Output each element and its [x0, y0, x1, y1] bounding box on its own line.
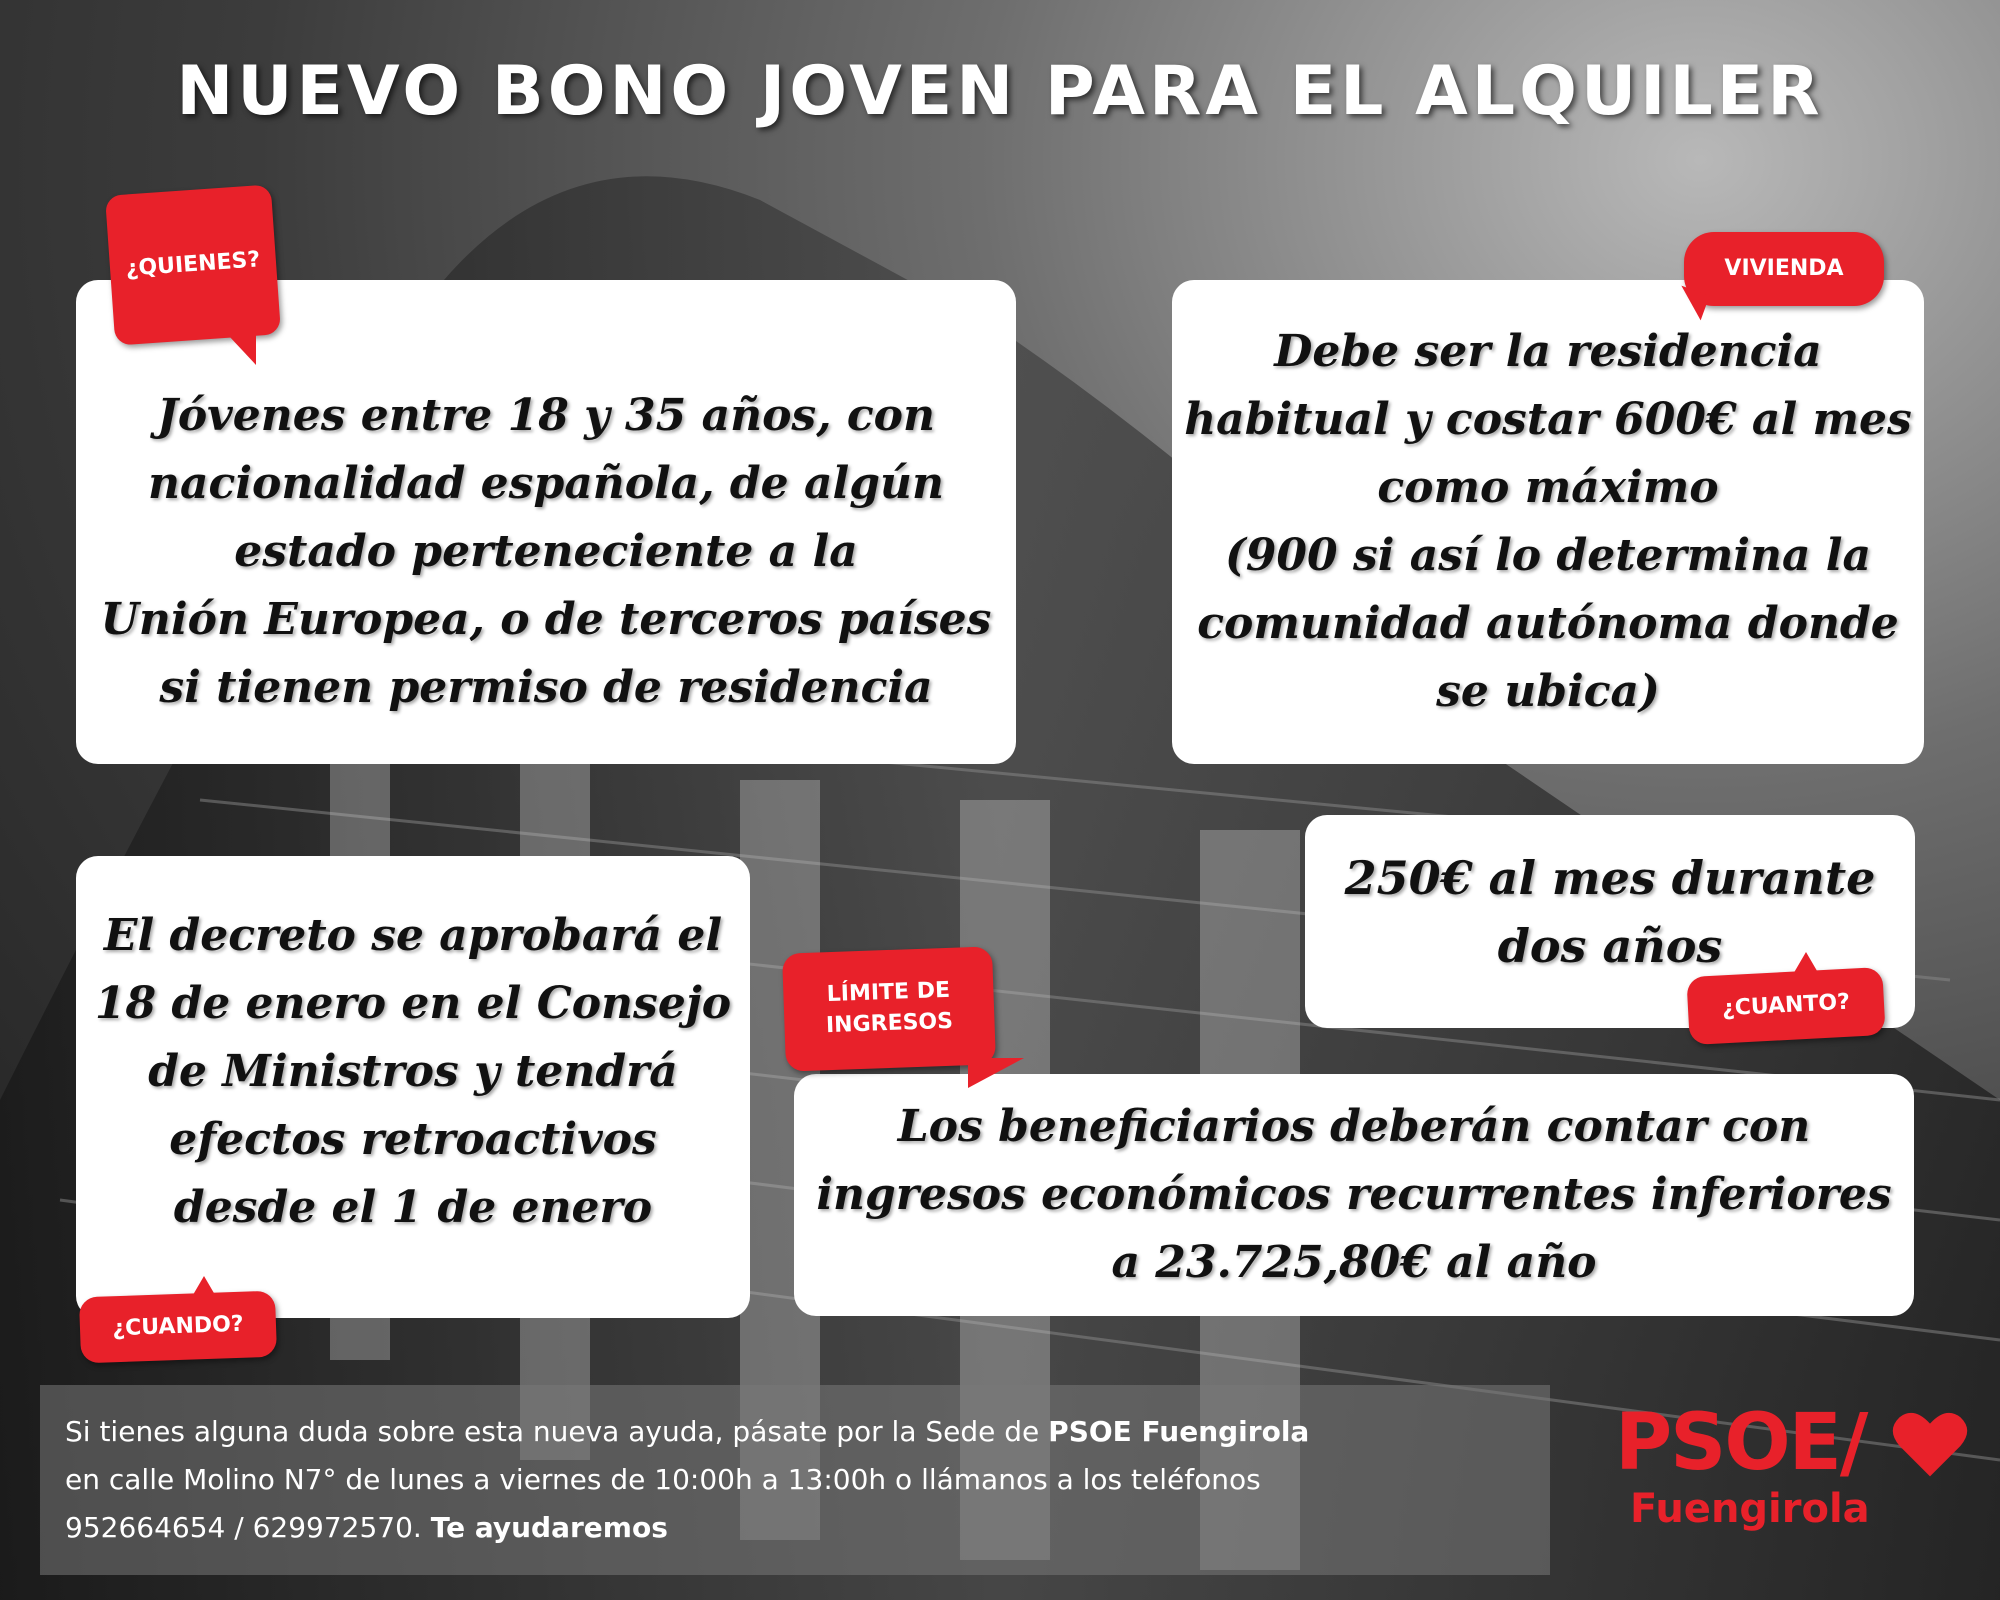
footer-text: [65, 1408, 1525, 1552]
text-line: Los beneficiarios deberán contar con: [897, 1101, 1811, 1152]
text-line: desde el 1 de enero: [173, 1182, 653, 1233]
card-ingresos: [794, 1074, 1914, 1316]
footer-line-2: en calle Molino N7° de lunes a viernes de 10:00h a 13:00h o llámanos a los teléfonos: [65, 1463, 1261, 1496]
logo-main-text: PSOE/: [1615, 1398, 1867, 1488]
text-line: a 23.725,80€ al año: [1111, 1237, 1597, 1288]
card-ingresos-text: [816, 1093, 1891, 1297]
footer-bold-ayudaremos: Te ayudaremos: [430, 1511, 668, 1544]
text-line: 250€ al mes durante: [1344, 850, 1876, 905]
text-line: El decreto se aprobará el: [103, 910, 723, 961]
tag-limite-ingresos: [782, 946, 996, 1071]
tag-tail: [968, 1058, 1024, 1088]
text-line: dos años: [1497, 918, 1723, 973]
text-line: nacionalidad española, de algún: [148, 458, 944, 509]
footer-text-span: Si tienes alguna duda sobre esta nueva ayuda, pásate por la Sede de: [65, 1415, 1049, 1448]
psoe-logo: [1615, 1398, 1975, 1548]
text-line: Unión Europea, o de terceros países: [100, 594, 992, 645]
page-title: NUEVO BONO JOVEN PARA EL ALQUILER: [176, 52, 1824, 131]
text-line: estado perteneciente a la: [234, 526, 858, 577]
card-cuando: [76, 856, 750, 1318]
footer-bold-psoe: PSOE Fuengirola: [1048, 1415, 1310, 1448]
tag-quienes: ¿QUIENES?: [105, 184, 281, 345]
card-vivienda: [1172, 280, 1924, 764]
tag-cuanto: ¿CUANTO?: [1686, 967, 1885, 1045]
tag-tail: [228, 335, 256, 365]
footer-phones: 952664654 / 629972570.: [65, 1511, 431, 1544]
footer-line-1: [65, 1408, 1525, 1456]
tag-line: LÍMITE DE: [826, 978, 951, 1008]
text-line: ingresos económicos recurrentes inferiores: [816, 1169, 1892, 1220]
text-line: Jóvenes entre 18 y 35 años, con: [157, 390, 935, 441]
tag-cuando: ¿CUANDO?: [79, 1291, 277, 1364]
footer-line-3: [65, 1504, 1525, 1552]
text-line: comunidad autónoma donde: [1197, 598, 1899, 649]
text-line: (900 si así lo determina la: [1224, 530, 1872, 581]
card-cuando-text: [95, 902, 731, 1242]
text-line: Debe ser la residencia: [1274, 326, 1822, 377]
text-line: efectos retroactivos: [169, 1114, 657, 1165]
text-line: habitual y costar 600€ al mes: [1184, 394, 1912, 445]
tag-vivienda: VIVIENDA: [1684, 232, 1884, 306]
card-quienes-text: [101, 382, 992, 722]
card-quienes: [76, 280, 1016, 764]
card-vivienda-text: [1184, 318, 1912, 726]
heart-icon: [1890, 1406, 1970, 1486]
tag-tail: [190, 1276, 218, 1300]
text-line: 18 de enero en el Consejo: [94, 978, 732, 1029]
logo-sub-text: Fuengirola: [1630, 1486, 1870, 1532]
tag-line: INGRESOS: [825, 1008, 954, 1039]
text-line: se ubica): [1436, 666, 1660, 717]
text-line: si tienen permiso de residencia: [159, 662, 933, 713]
text-line: de Ministros y tendrá: [148, 1046, 678, 1097]
tag-tail: [1792, 952, 1820, 976]
text-line: como máximo: [1377, 462, 1719, 513]
